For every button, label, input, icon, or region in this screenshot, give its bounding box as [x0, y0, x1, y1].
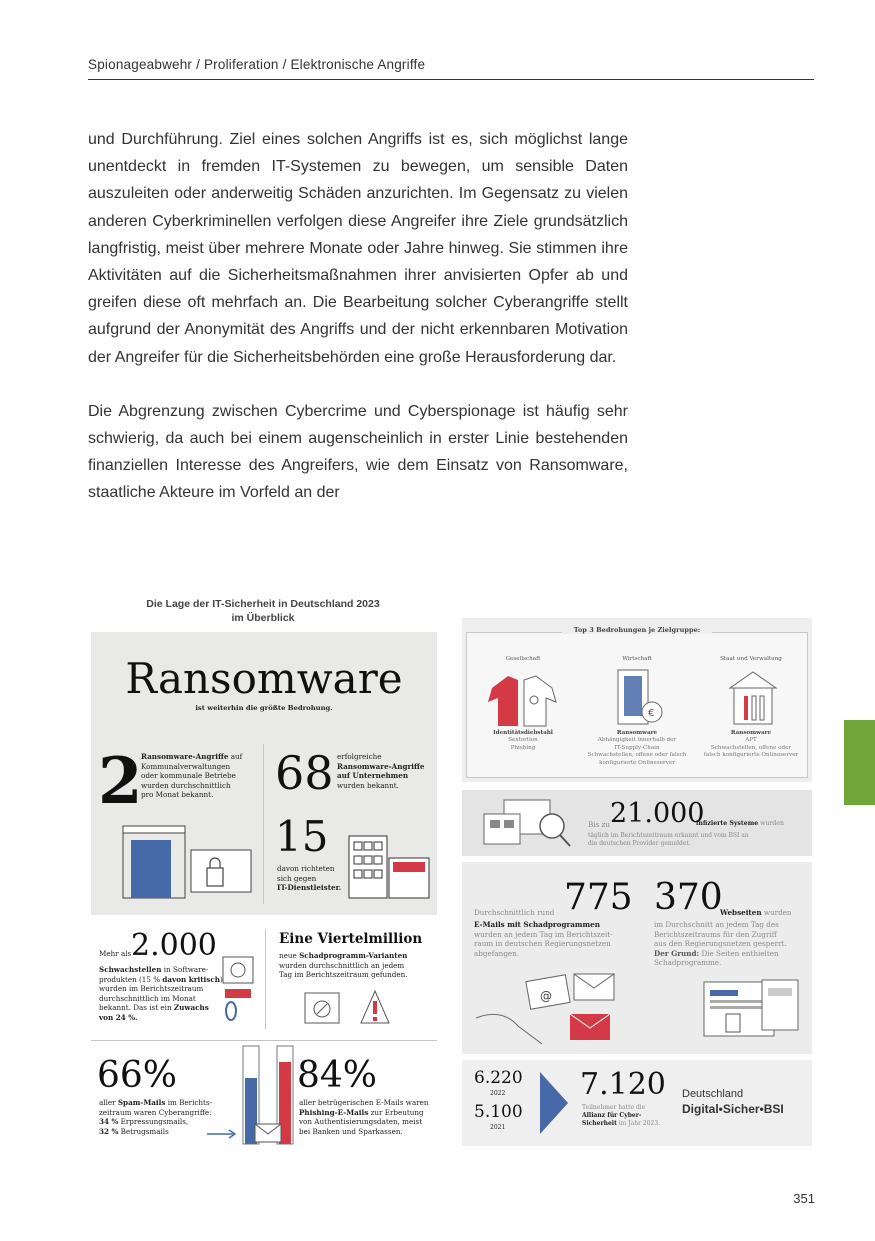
emails-number: 775 [564, 877, 633, 918]
infographic-title-line-2: im Überblick [231, 612, 295, 624]
emails-l3: abgefangen. [474, 948, 520, 958]
bsi-logo-line-2: Digital•Sicher•BSI [682, 1102, 784, 1116]
emails-l1: wurden an jedem Tag im Berichtszeit- [474, 929, 613, 939]
alliance-panel [462, 1060, 812, 1146]
vuln-bold4: von 24 %. [99, 1012, 138, 1022]
vuln-prefix: Mehr als [99, 949, 132, 958]
threats-col1-title: Gesellschaft [505, 656, 541, 662]
browser-windows-icon [702, 978, 802, 1040]
phishing-l1: aller betrügerischen E-Mails waren [299, 1098, 429, 1107]
vuln-l3: wurden im Berichtszeitraum [99, 984, 204, 994]
stat-68-bold2: auf Unternehmen [337, 771, 409, 781]
spam-l3: Erpressungsmails, [118, 1117, 189, 1127]
alliance-bold: Allianz für Cyber- [582, 1112, 642, 1119]
websites-l2: im Durchschnitt an jedem Tag des [654, 920, 779, 929]
phishing-l4: bei Banken und Sparkassen. [299, 1126, 403, 1136]
ransomware-panel [91, 632, 437, 915]
spam-number: 66% [97, 1055, 178, 1096]
ransomware-subheading: ist weiterhin die größte Bedrohung. [195, 704, 333, 712]
infected-prefix: Bis zu [588, 820, 610, 829]
magnifier-devices-icon [480, 798, 580, 854]
vuln-l4: durchschnittlich im Monat [99, 993, 196, 1003]
svg-text:€: € [648, 708, 655, 719]
threats-col2-title: Wirtschaft [622, 656, 652, 662]
threats-col1-l1: Sextortion [508, 737, 538, 744]
vuln-bold1: Schwachstellen [99, 965, 162, 974]
stat-2-l4: wurden durchschnittlich [141, 780, 231, 790]
stat-68-l4: wurden bekannt. [337, 780, 399, 790]
stat-68-bold1: Ransomware-Angriffe [337, 761, 425, 771]
malware-text [279, 951, 439, 980]
stat-68-l1: erfolgreiche [337, 752, 382, 761]
stat-2-text [141, 752, 261, 800]
vuln-bold2: davon kritisch [162, 974, 220, 984]
divider [263, 744, 264, 904]
websites-text [654, 920, 812, 968]
alliance-2022-number: 6.220 [474, 1068, 523, 1088]
threats-col3-bold: Ransomware [730, 730, 772, 736]
stat-2-bold: Ransomware-Angriffe [141, 752, 229, 761]
infected-inline [696, 820, 812, 828]
government-building-icon [726, 666, 780, 728]
threats-col1-bold: Identitätsdiebstahl [493, 730, 553, 736]
alliance-2021-number: 5.100 [474, 1102, 523, 1122]
spam-l1b: im Berichts- [165, 1098, 213, 1107]
stat-2-l3: oder kommunale Betriebe [141, 771, 236, 781]
emails-text [474, 920, 634, 958]
computer-lock-icon [121, 822, 255, 900]
vuln-l5a: bekannt. Das ist ein [99, 1003, 174, 1013]
gear-chain-icon [219, 953, 259, 1023]
alliance-l2: im Jahr 2023. [616, 1120, 661, 1127]
websites-l1: wurden [761, 908, 792, 917]
running-header-text: Spionageabwehr / Proliferation / Elektronische Angriffe [88, 57, 426, 72]
threats-col3-title: Staat und Verwaltung [720, 656, 782, 662]
stat-15-l2: sich gegen [277, 873, 317, 883]
threats-heading: Top 3 Bedrohungen je Zielgruppe: [562, 626, 712, 634]
phishing-l3: von Authentisierungsdaten, meist [299, 1117, 423, 1127]
svg-text:@: @ [540, 989, 552, 1003]
emails-l2: raum in deutschen Regierungsnetzen [474, 939, 611, 949]
stat-68-text [337, 752, 437, 790]
websites-l3: Berichtszeitraums für den Zugriff [654, 929, 777, 939]
threats-col2-l2: konfigurierte Onlineserver [599, 759, 675, 766]
vuln-bold3: Zuwachs [173, 1003, 209, 1013]
infected-l2: täglich im Berichtszeitraum erkannt und vom BSI an [588, 832, 749, 839]
phishing-l2: zur Erbeutung [368, 1107, 424, 1117]
emails-websites-panel [462, 862, 812, 1054]
malware-l1: neue [279, 951, 300, 960]
paragraph-2: Die Abgrenzung zwischen Cybercrime und Cyberspionage ist häufig sehr schwierig, da auch bei einem augenscheinlich in erster Linie bestehenden finanziellen Interesse des Angreifers, wie dem Einsatz von Ransomware, staatliche Akteure im Vorfeld an der [88, 402, 628, 502]
stat-2-l5: pro Monat bekannt. [141, 790, 214, 800]
threats-col2-text [582, 730, 692, 767]
spam-bold3: 32 % [99, 1126, 119, 1136]
bar-envelope-icon [199, 1044, 299, 1148]
chapter-tab [844, 720, 875, 805]
websites-bold2: Der Grund: [654, 948, 700, 958]
stat-2-number: 2 [98, 744, 143, 819]
stat-15-text [277, 864, 357, 893]
stat-15-l1: davon richteten [277, 864, 335, 873]
emails-hand-icon [472, 968, 632, 1050]
threats-col2-l1: Schwachstellen, offene oder falsch [587, 752, 687, 759]
spam-bold1: Spam-Mails [117, 1098, 166, 1107]
infected-l3: die deutschen Provider gemeldet. [588, 840, 691, 847]
phishing-bold: Phishing-E-Mails [299, 1107, 369, 1117]
warning-window-icon [303, 987, 393, 1027]
malware-heading: Eine Viertelmillion [279, 931, 423, 947]
body-text [88, 126, 628, 507]
infected-panel [462, 790, 812, 856]
threats-col3-l2: Schwachstellen, offene oder [710, 744, 792, 751]
phishing-text [299, 1098, 439, 1136]
vuln-l2b: ) [219, 974, 223, 984]
infographic-title [90, 597, 436, 625]
spam-l1: aller [99, 1098, 118, 1107]
vuln-malware-row [91, 925, 437, 1035]
websites-l4: aus den Regierungsnetzen gesperrt. [654, 939, 787, 949]
running-header [88, 56, 814, 80]
stat-68-number: 68 [275, 746, 334, 800]
alliance-2021-year: 2021 [490, 1124, 506, 1131]
stat-15-bold: IT-Dienstleister. [277, 883, 342, 893]
websites-number: 370 [654, 877, 723, 918]
paragraph-1: und Durchführung. Ziel eines solchen Angriffs ist es, sich möglichst lange unentdeckt in fremden IT-Systemen zu bewegen, um sensible Daten auszuleiten oder anderweitig Schäden anzurichten. Im Gegensatz zu vielen anderen Cyberkriminellen verfolgen diese Angreifer ihre Ziele grundsätzlich langfristig, meist über mehrere Monate oder Jahre hinweg. Sie stimmen ihre Aktivitäten auf die Sicherheitsmaßnahmen ihrer anvisierten Opfer ab und greifen diese oft mehrfach an. Die Bearbeitung solcher Cyberangriffe stellt aufgrund der Anonymität des Angriffs und der nicht erkennbaren Motivation der Angreifer für die Sicherheitsbehörden eine große Herausforderung dar. [88, 131, 628, 366]
malware-l3: Tag im Berichtszeitraum gefunden. [279, 970, 408, 980]
ransomware-heading: Ransomware [125, 654, 403, 703]
alliance-2022-year: 2022 [490, 1090, 506, 1097]
stat-15-number: 15 [275, 812, 329, 861]
vuln-number: 2.000 [131, 928, 217, 963]
threats-col2-l0: Abhängigkeit innerhalb der [597, 737, 677, 744]
growth-arrow-icon [538, 1070, 570, 1136]
threats-col3-l1: APT [745, 737, 757, 744]
malware-l2: wurden durchschnittlich an jedem [279, 960, 405, 970]
spam-bold2: 34 % [99, 1117, 119, 1127]
malware-bold: Schadprogramm-Varianten [299, 951, 408, 960]
threats-col3-text [696, 730, 806, 760]
websites-l6: Schadprogramme. [654, 958, 722, 968]
spam-l4: Betrugsmails [118, 1126, 169, 1136]
vuln-l1: in Software- [161, 965, 209, 974]
infographic-title-line-1: Die Lage der IT-Sicherheit in Deutschland 2023 [146, 598, 380, 610]
infected-text [588, 832, 812, 848]
infected-bold: infizierte Systeme [696, 820, 759, 827]
office-building-icon [347, 834, 433, 900]
threats-col3-l3: falsch konfigurierte Onlineserver [703, 752, 799, 759]
stat-2-l2: Kommunalverwaltungen [141, 761, 231, 771]
vuln-text [99, 965, 229, 1023]
infected-l1: wurden [758, 820, 785, 827]
alliance-text [582, 1104, 672, 1128]
websites-l5: Die Seiten enthielten [699, 948, 779, 958]
infected-number: 21.000 [610, 798, 705, 829]
spam-phishing-row [91, 1044, 437, 1148]
sweater-icon [484, 668, 564, 728]
websites-bold: Webseiten [720, 908, 762, 917]
alliance-l1: Teilnehmer hatte die [582, 1104, 646, 1111]
divider [265, 929, 266, 1029]
emails-prefix: Durchschnittlich rund [474, 908, 555, 917]
emails-bold: E-Mails mit Schadprogrammen [474, 920, 600, 929]
page-number: 351 [793, 1191, 815, 1206]
spam-l2: zeitraum waren Cyberangriffe: [99, 1107, 212, 1117]
websites-inline [720, 908, 814, 918]
threats-panel [462, 618, 812, 782]
stat-2-l1: auf [228, 752, 243, 761]
phishing-number: 84% [297, 1055, 378, 1096]
threats-col2-bold: Ransomware [616, 730, 658, 736]
bsi-logo-line-1: Deutschland [682, 1088, 744, 1100]
office-icon [612, 666, 668, 728]
divider [91, 1040, 437, 1041]
alliance-bold2: Sicherheit [582, 1120, 617, 1127]
threats-col2-l0b: IT-Supply-Chain [614, 744, 660, 751]
vuln-l2a: produkten (15 % [99, 974, 163, 984]
threats-col1-l2: Phishing [510, 744, 536, 751]
threats-col1-text [468, 730, 578, 752]
alliance-number: 7.120 [580, 1067, 666, 1102]
